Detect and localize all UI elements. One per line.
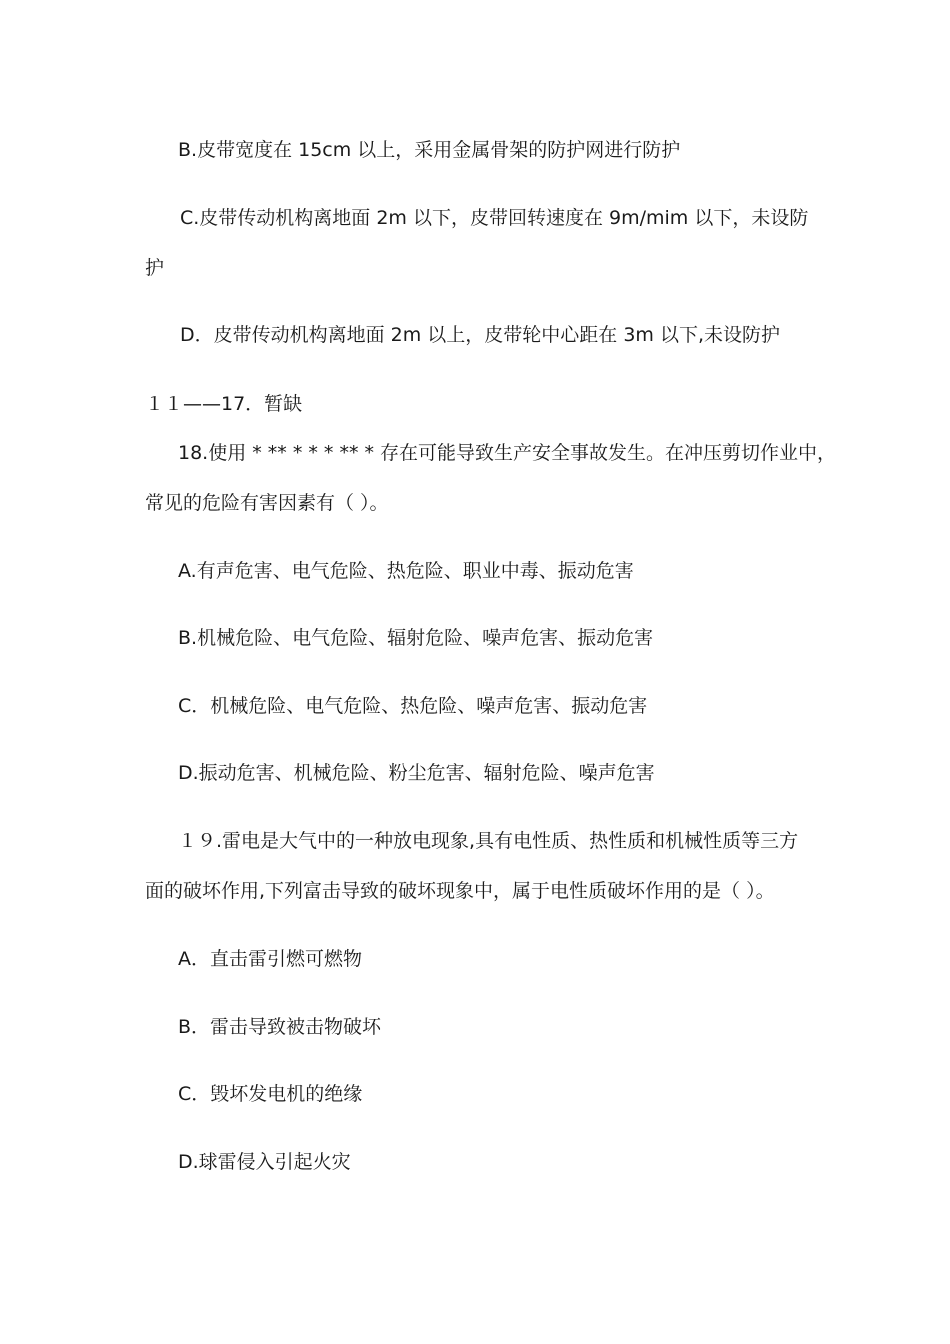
questions-11-17-missing: １１——17．暂缺 (145, 393, 303, 415)
option-d-belt-height: D．皮带传动机构离地面 2m 以上，皮带轮中心距在 3m 以下,未设防护 (180, 324, 781, 346)
question-18-option-b: B.机械危险、电气危险、辐射危险、噪声危害、振动危害 (178, 627, 654, 649)
question-18-option-c: C．机械危险、电气危险、热危险、噪声危害、振动危害 (178, 695, 648, 717)
question-19-option-b: B．雷击导致被击物破坏 (178, 1016, 382, 1038)
option-c-belt-height: C.皮带传动机构离地面 2m 以下，皮带回转速度在 9m/mim 以下，未设防 (180, 207, 809, 229)
question-19-stem: １９.雷电是大气中的一种放电现象,具有电性质、热性质和机械性质等三方 (178, 830, 799, 852)
question-19-stem-continuation: 面的破坏作用,下列富击导致的破坏现象中，属于电性质破坏作用的是（ ）。 (145, 880, 775, 902)
option-b-belt-width: B.皮带宽度在 15cm 以上，采用金属骨架的防护网进行防护 (178, 139, 681, 161)
question-18-stem: 18.使用 * ** * * * ** * 存在可能导致生产安全事故发生。在冲压剪切作业中， (178, 442, 837, 464)
question-19-option-d: D.球雷侵入引起火灾 (178, 1151, 351, 1173)
option-c-continuation: 护 (145, 257, 165, 279)
question-18-option-d: D.振动危害、机械危险、粉尘危害、辐射危险、噪声危害 (178, 762, 655, 784)
question-18-stem-continuation: 常见的危险有害因素有（ ）。 (145, 492, 389, 514)
question-19-option-a: A．直击雷引燃可燃物 (178, 948, 362, 970)
question-18-option-a: A.有声危害、电气危险、热危险、职业中毒、振动危害 (178, 560, 634, 582)
question-19-option-c: C．毁坏发电机的绝缘 (178, 1083, 363, 1105)
